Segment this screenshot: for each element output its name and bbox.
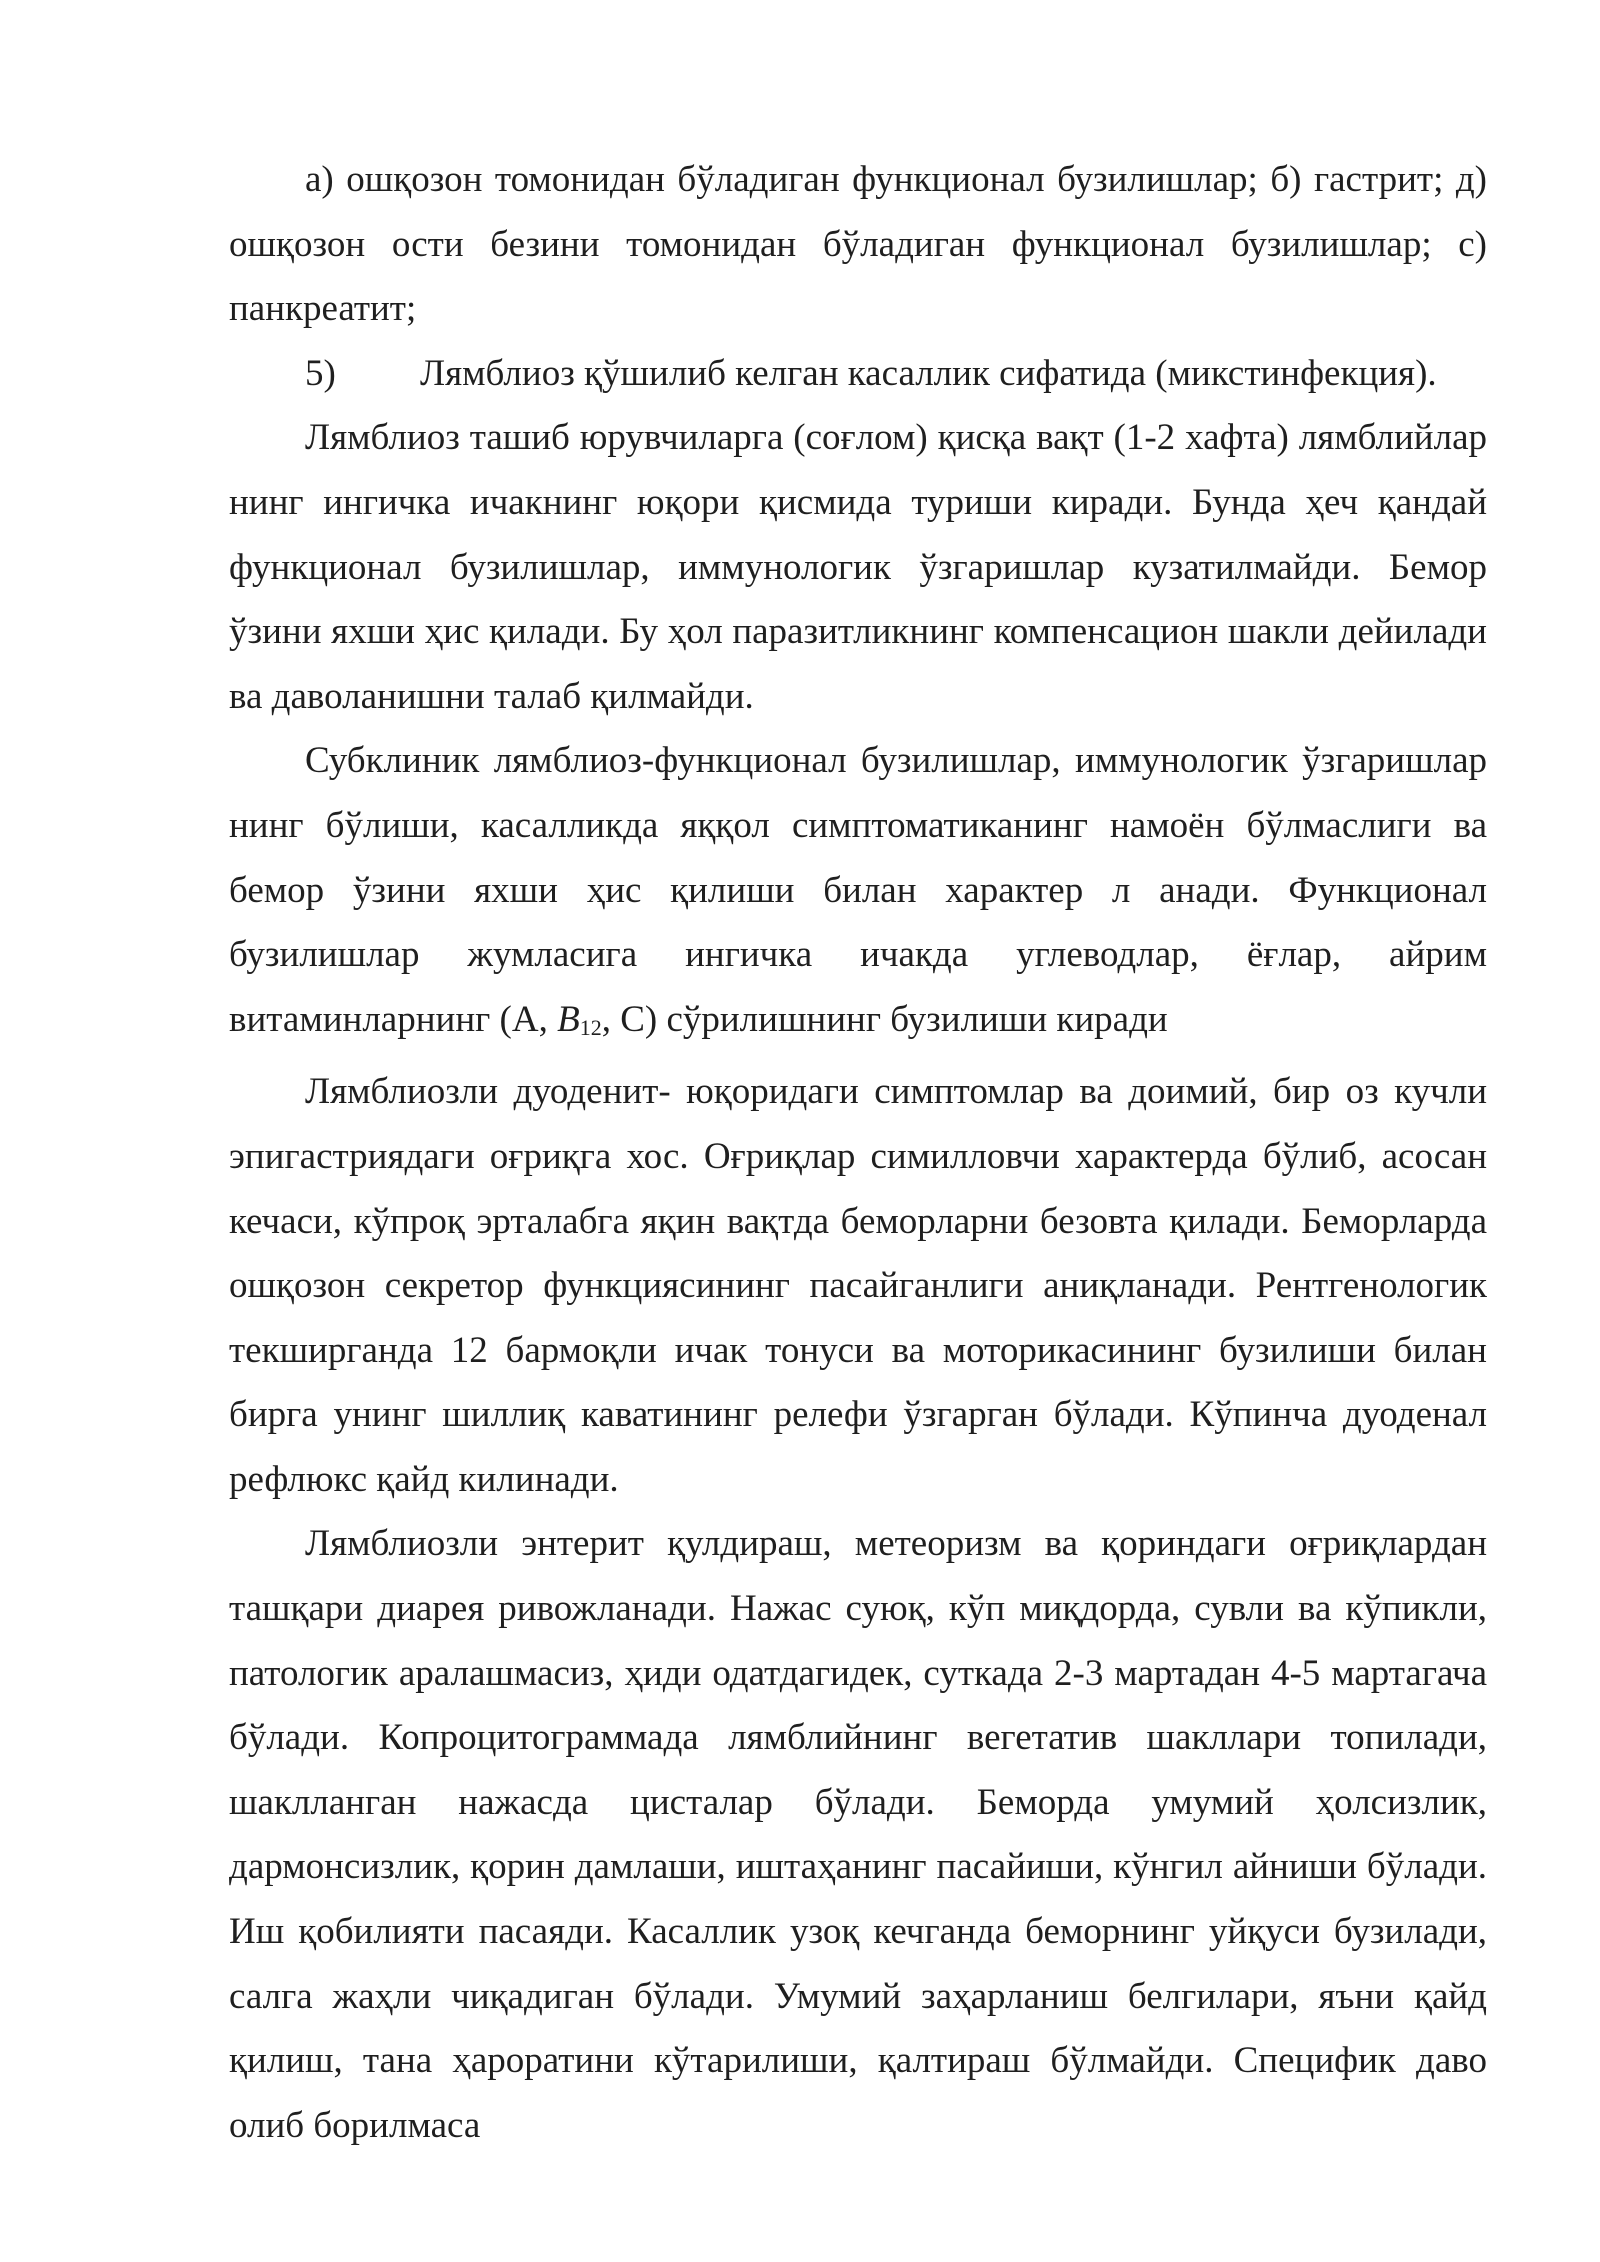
document-page	[229, 148, 1487, 2158]
paragraph-4-text-a: Субклиник лямблиоз-функционал бузилишлар, иммунологик ўзгаришлар нинг бўлиши, касалликда яққол симптоматиканинг намоён бўлмаслиги ва бемор ўзини яхши ҳис қилиши билан характер л анади. Функционал бузилишлар жумласига ингичка ичакда углеводлар, ёғлар, айрим витаминларнинг (А,	[229, 740, 1487, 1040]
vitamin-b-subscript: 12	[579, 1014, 602, 1040]
paragraph-6: Лямблиозли энтерит қулдираш, метеоризм ва қориндаги оғриқлардан ташқари диарея ривожланади. Нажас суюқ, кўп миқдорда, сувли ва кўпикли, патологик аралашмасиз, ҳиди одатдагидек, суткада 2-3 мартадан 4-5 мартагача бўлади. Копроцитограммада лямблийнинг вегетатив шакллари топилади, шаклланган нажасда цисталар бўлади. Беморда умумий ҳолсизлик, дармонсизлик, қорин дамлаши, иштаҳанинг пасайиши, кўнгил айниши бўлади. Иш қобилияти пасаяди. Касаллик узоқ кечганда беморнинг уйқуси бузилади, салга жаҳли чиқадиган бўлади. Умумий заҳарланиш белгилари, яъни қайд қилиш, тана ҳароратини кўтарилиши, қалтираш бўлмайди. Специфик даво олиб борилмаса	[229, 1523, 1487, 2146]
paragraph-3: Лямблиоз ташиб юрувчиларга (соғлом) қисқа вақт (1-2 хафта) лямблийлар нинг ингичка ичакнинг юқори қисмида туриши киради. Бунда ҳеч қандай функционал бузилишлар, иммунологик ўзгаришлар кузатилмайди. Бемор ўзини яхши ҳис қилади. Бу ҳол паразитликнинг компенсацион шакли дейилади ва даволанишни талаб қилмайди.	[229, 417, 1487, 717]
list-item-text: Лямблиоз қўшилиб келган касаллик сифатида (микстинфекция).	[420, 352, 1437, 394]
paragraph-4	[229, 729, 1487, 1060]
paragraph-5: Лямблиозли дуоденит- юқоридаги симптомлар ва доимий, бир оз кучли эпигастриядаги оғриқга хос. Оғриқлар симилловчи характерда бўлиб, асосан кечаси, кўпроқ эрталабга яқин вақтда беморларни безовта қилади. Беморларда ошқозон секретор функциясининг пасайганлиги аниқланади. Рентгенологик текширганда 12 бармоқли ичак тонуси ва моторикасининг бузилиши билан бирга унинг шиллиқ каватининг релефи ўзгарган бўлади. Кўпинча дуоденал рефлюкс қайд килинади.	[229, 1071, 1487, 1500]
vitamin-b-symbol: B	[557, 998, 580, 1040]
paragraph-1: а) ошқозон томонидан бўладиган функционал бузилишлар; б) гастрит; д) ошқозон ости безини томонидан бўладиган функционал бузилишлар; с) панкреатит;	[229, 159, 1487, 330]
paragraph-2	[229, 342, 1487, 407]
list-number: 5)	[305, 352, 336, 394]
paragraph-4-text-c: , С) сўрилишнинг бузилиши киради	[601, 998, 1168, 1040]
